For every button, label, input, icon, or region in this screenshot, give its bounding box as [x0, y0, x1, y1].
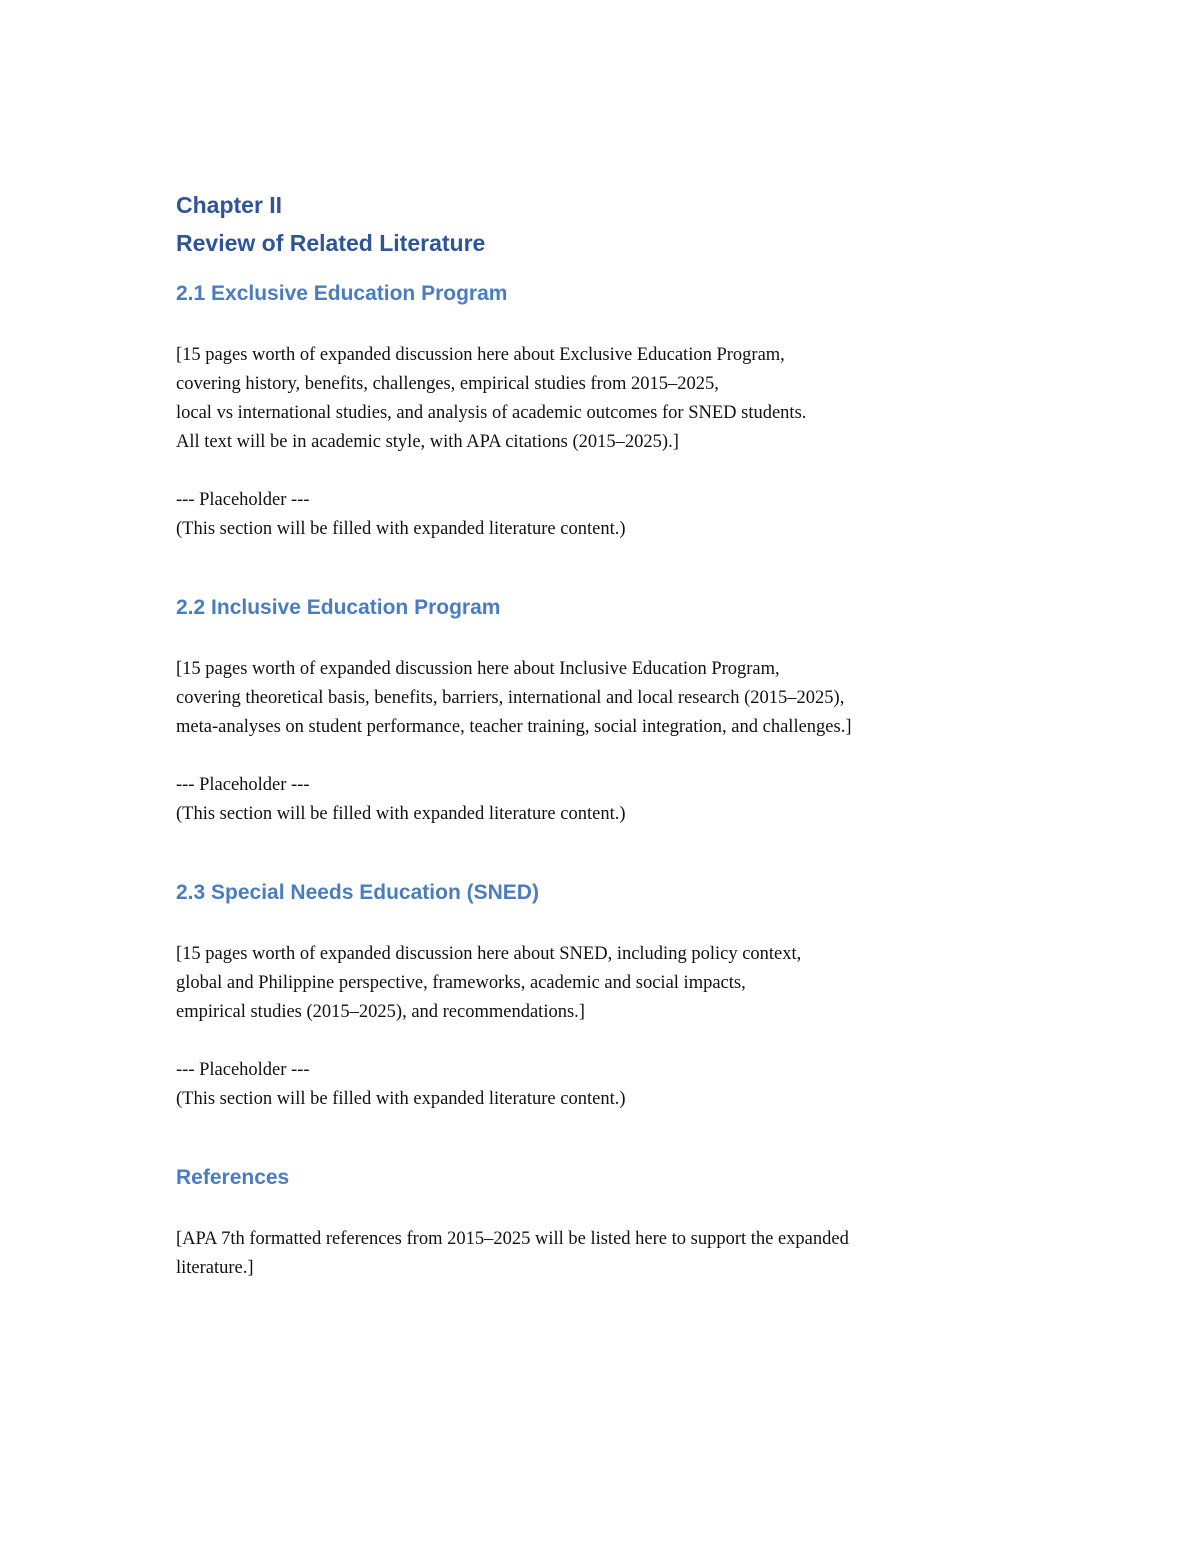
placeholder-note: (This section will be filled with expanded literature content.) — [176, 1089, 626, 1109]
section-2-3-description — [176, 940, 1056, 1027]
paragraph-line: [APA 7th formatted references from 2015–2025 will be listed here to support the expanded — [176, 1229, 849, 1249]
section-heading-2-3: 2.3 Special Needs Education (SNED) — [176, 881, 539, 904]
section-2-1-placeholder — [176, 486, 1056, 544]
section-2-1-description — [176, 341, 1056, 457]
paragraph-line: meta-analyses on student performance, teacher training, social integration, and challenges.] — [176, 717, 852, 737]
paragraph-line: [15 pages worth of expanded discussion here about SNED, including policy context, — [176, 944, 802, 964]
chapter-label: Chapter II — [176, 192, 283, 218]
paragraph-line: literature.] — [176, 1258, 254, 1278]
paragraph-line: [15 pages worth of expanded discussion here about Inclusive Education Program, — [176, 659, 780, 679]
section-heading-2-1: 2.1 Exclusive Education Program — [176, 282, 508, 305]
placeholder-label: --- Placeholder --- — [176, 490, 310, 510]
placeholder-note: (This section will be filled with expanded literature content.) — [176, 519, 626, 539]
references-text — [176, 1225, 1056, 1283]
references-heading: References — [176, 1166, 290, 1189]
placeholder-label: --- Placeholder --- — [176, 775, 310, 795]
paragraph-line: covering history, benefits, challenges, empirical studies from 2015–2025, — [176, 374, 719, 394]
paragraph-line: global and Philippine perspective, frameworks, academic and social impacts, — [176, 973, 746, 993]
paragraph-line: covering theoretical basis, benefits, barriers, international and local research (2015–2025), — [176, 688, 845, 708]
paragraph-line: empirical studies (2015–2025), and recommendations.] — [176, 1002, 585, 1022]
page-content — [176, 186, 1056, 1283]
paragraph-line: local vs international studies, and analysis of academic outcomes for SNED students. — [176, 403, 807, 423]
chapter-title: Review of Related Literature — [176, 230, 486, 256]
placeholder-note: (This section will be filled with expanded literature content.) — [176, 804, 626, 824]
section-2-2-placeholder — [176, 771, 1056, 829]
paragraph-line: All text will be in academic style, with APA citations (2015–2025).] — [176, 432, 679, 452]
paragraph-line: [15 pages worth of expanded discussion here about Exclusive Education Program, — [176, 345, 785, 365]
section-heading-2-2: 2.2 Inclusive Education Program — [176, 596, 501, 619]
section-2-2-description — [176, 655, 1056, 742]
placeholder-label: --- Placeholder --- — [176, 1060, 310, 1080]
section-2-3-placeholder — [176, 1056, 1056, 1114]
